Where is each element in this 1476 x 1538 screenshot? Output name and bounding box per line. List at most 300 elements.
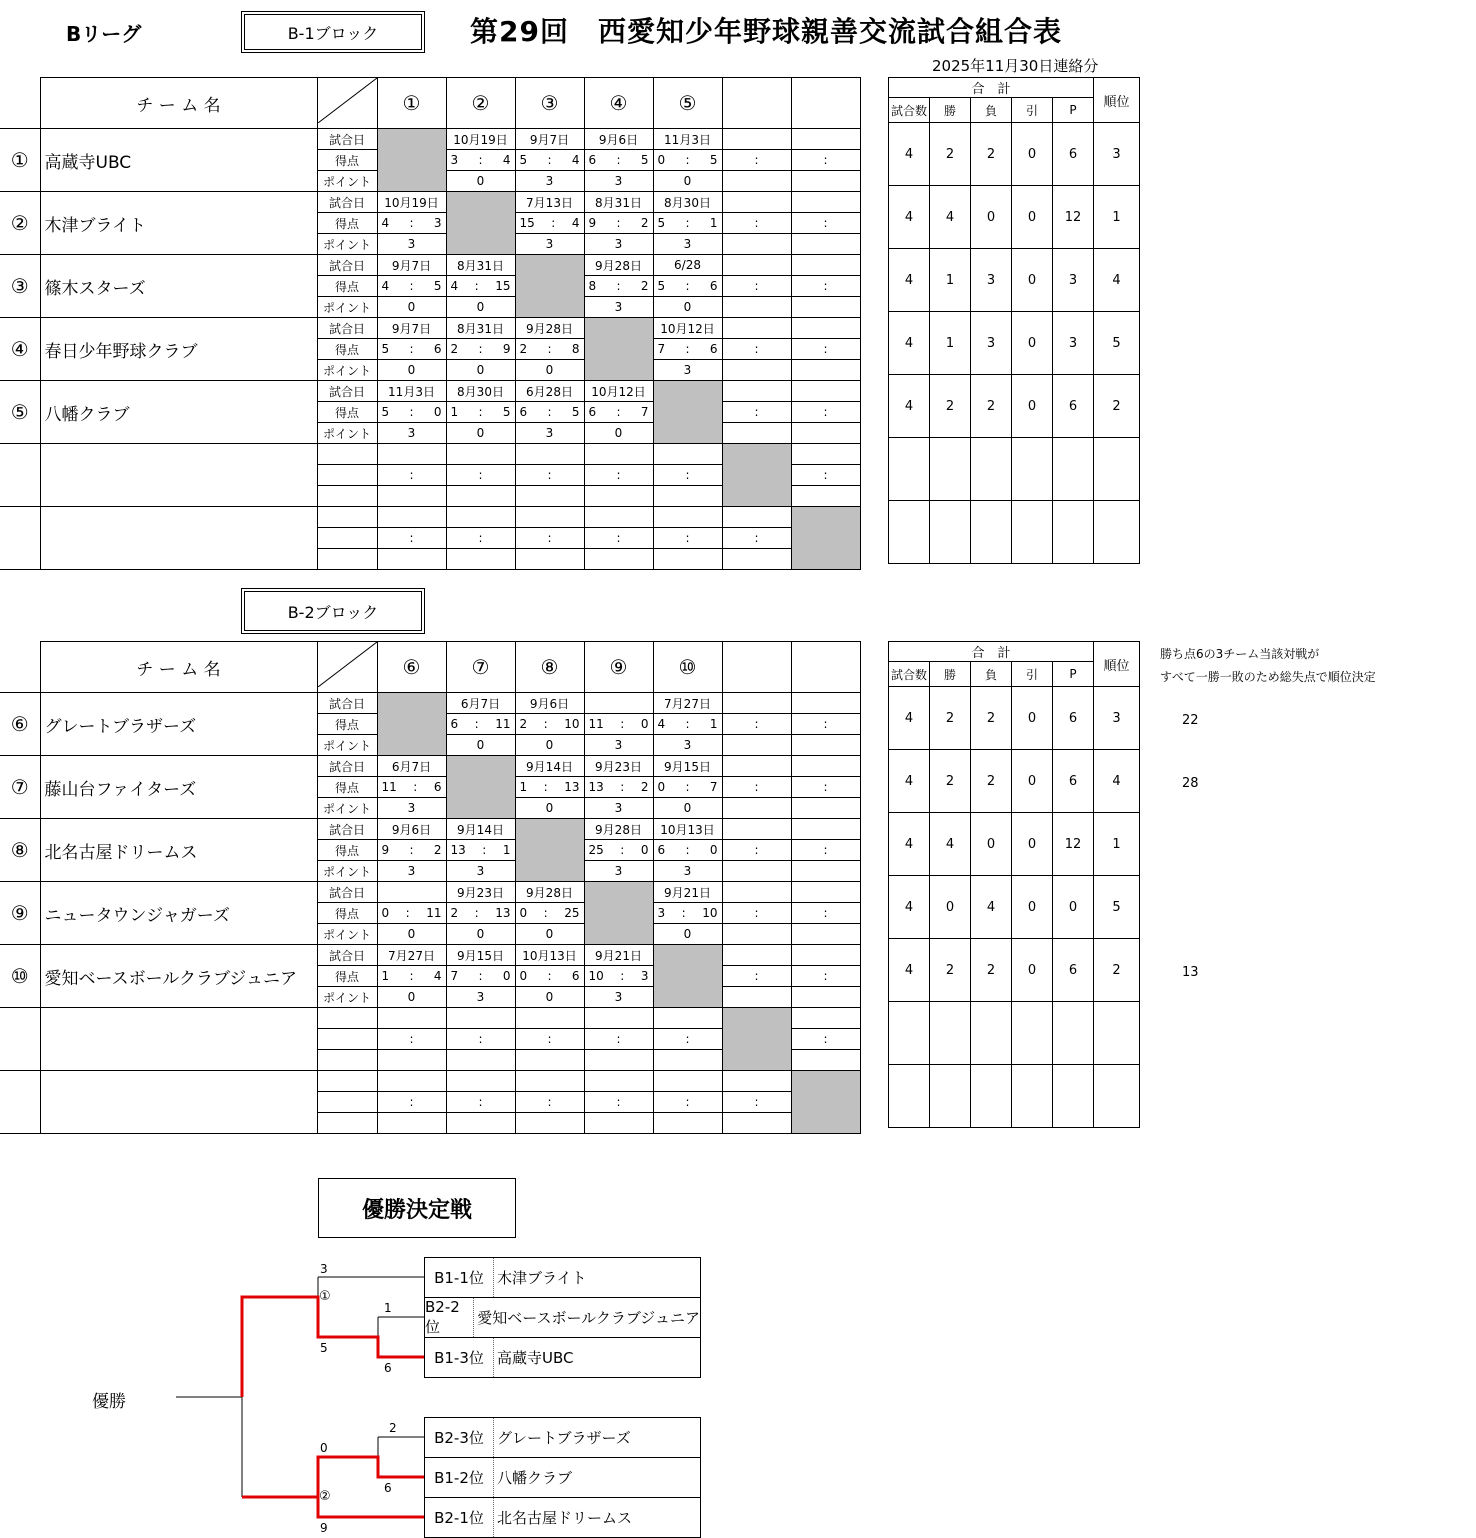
totals-value: 1 <box>930 312 971 375</box>
totals-value: 12 <box>1053 186 1094 249</box>
game-date: 9月21日 <box>653 882 722 903</box>
totals-value: 2 <box>930 750 971 813</box>
totals-value: 6 <box>1053 750 1094 813</box>
game-date: 8月31日 <box>446 255 515 276</box>
row-label: 試合日 <box>317 255 377 276</box>
score-colon: : <box>616 531 621 545</box>
totals-col-games: 試合数 <box>889 98 930 123</box>
score-colon: : <box>478 405 483 419</box>
opponent-col-header: ④ <box>584 78 653 129</box>
score-colon: : <box>616 468 621 482</box>
rank-header: 順位 <box>1094 78 1140 123</box>
score-left: 1 <box>519 780 528 794</box>
score-right: 0 <box>502 969 511 983</box>
score-colon: : <box>409 969 414 983</box>
score-colon: : <box>620 843 625 857</box>
totals-col-draw: 引 <box>1012 662 1053 687</box>
team-name: 篠木スターズ <box>40 255 317 318</box>
score-colon: : <box>409 468 414 482</box>
totals-col-win: 勝 <box>930 662 971 687</box>
score-colon: : <box>754 969 759 983</box>
score-colon: : <box>409 1095 414 1109</box>
bracket-score: 3 <box>320 1262 328 1276</box>
game-point: 3 <box>515 171 584 192</box>
seed-rank: B1-1位 <box>425 1258 494 1297</box>
totals-col-lose: 負 <box>971 662 1012 687</box>
score-left: 11 <box>381 780 397 794</box>
game-date: 8月30日 <box>653 192 722 213</box>
totals-value: 0 <box>1053 876 1094 939</box>
score-colon: : <box>478 531 483 545</box>
totals-value: 4 <box>930 813 971 876</box>
score-colon: : <box>478 1095 483 1109</box>
game-point: 3 <box>446 987 515 1008</box>
totals-value: 2 <box>1094 939 1140 1002</box>
game-date: 9月23日 <box>584 756 653 777</box>
seed-team: 木津ブライト <box>497 1269 587 1287</box>
final-title: 優勝決定戦 <box>318 1178 516 1238</box>
score-colon: : <box>551 216 556 230</box>
team-number: ⑥ <box>0 693 40 756</box>
bracket-score: 6 <box>384 1481 392 1495</box>
score-left: 6 <box>588 405 597 419</box>
totals-value: 4 <box>889 249 930 312</box>
team-header: チ ー ム 名 <box>40 642 317 693</box>
game-point: 0 <box>377 297 446 318</box>
score-colon: : <box>823 153 828 167</box>
score-colon: : <box>685 1095 690 1109</box>
seed-team: 北名古屋ドリームス <box>497 1509 633 1527</box>
opponent-col-header: ⑨ <box>584 642 653 693</box>
score-right: 7 <box>709 780 718 794</box>
row-label: 試合日 <box>317 819 377 840</box>
team-name: 高蔵寺UBC <box>40 129 317 192</box>
game-date: 11月3日 <box>653 129 722 150</box>
game-date: 9月14日 <box>446 819 515 840</box>
score-colon: : <box>685 342 690 356</box>
score-left: 0 <box>381 906 390 920</box>
score-colon: : <box>754 342 759 356</box>
row-label: 得点 <box>317 903 377 924</box>
totals-value: 5 <box>1094 312 1140 375</box>
bracket-score: 2 <box>389 1421 397 1435</box>
totals-header: 合 計 <box>889 642 1094 662</box>
totals-value: 4 <box>889 375 930 438</box>
totals-value: 0 <box>971 186 1012 249</box>
score-colon: : <box>616 216 621 230</box>
game-point: 0 <box>515 360 584 381</box>
totals-value: 4 <box>889 876 930 939</box>
row-label: 得点 <box>317 714 377 735</box>
score-colon: : <box>754 843 759 857</box>
score-colon: : <box>409 843 414 857</box>
game-point: 3 <box>584 171 653 192</box>
team-name: グレートブラザーズ <box>40 693 317 756</box>
seed-rank: B2-3位 <box>425 1418 494 1457</box>
score-colon: : <box>616 1095 621 1109</box>
totals-value: 4 <box>930 186 971 249</box>
score-right: 5 <box>502 405 511 419</box>
score-colon: : <box>409 1032 414 1046</box>
score-colon: : <box>478 468 483 482</box>
score-right: 8 <box>571 342 580 356</box>
team-number: ④ <box>0 318 40 381</box>
score-right: 7 <box>640 405 649 419</box>
score-right: 13 <box>564 780 580 794</box>
game-point: 3 <box>377 798 446 819</box>
score-colon: : <box>754 1095 759 1109</box>
score-left: 6 <box>657 843 666 857</box>
score-colon: : <box>823 216 828 230</box>
game-point: 0 <box>377 987 446 1008</box>
score-right: 0 <box>433 405 442 419</box>
team-number: ⑨ <box>0 882 40 945</box>
game-point: 3 <box>584 987 653 1008</box>
opponent-col-header: ⑤ <box>653 78 722 129</box>
game-date: 9月6日 <box>515 693 584 714</box>
totals-value: 4 <box>889 186 930 249</box>
opponent-col-header: ⑦ <box>446 642 515 693</box>
score-left: 2 <box>519 717 528 731</box>
game-point: 3 <box>377 423 446 444</box>
team-name: 藤山台ファイターズ <box>40 756 317 819</box>
score-right: 1 <box>709 717 718 731</box>
score-colon: : <box>547 153 552 167</box>
totals-value: 2 <box>971 687 1012 750</box>
totals-value: 0 <box>1012 375 1053 438</box>
score-left: 5 <box>381 342 390 356</box>
score-left: 15 <box>519 216 535 230</box>
score-left: 7 <box>657 342 666 356</box>
game-point: 0 <box>446 297 515 318</box>
score-colon: : <box>823 843 828 857</box>
note-line-1: 勝ち点6の3チーム当該対戦が <box>1160 647 1320 661</box>
game-date: 7月27日 <box>377 945 446 966</box>
score-colon: : <box>685 717 690 731</box>
totals-value: 2 <box>930 375 971 438</box>
score-colon: : <box>409 531 414 545</box>
totals-value: 1 <box>1094 813 1140 876</box>
game-point: 3 <box>446 861 515 882</box>
score-left: 5 <box>519 153 528 167</box>
match-2-label: ② <box>319 1489 331 1504</box>
bracket-score: 9 <box>320 1521 328 1535</box>
game-point: 0 <box>653 171 722 192</box>
totals-value: 12 <box>1053 813 1094 876</box>
opponent-col-header: ② <box>446 78 515 129</box>
totals-value: 0 <box>1012 312 1053 375</box>
score-left: 9 <box>588 216 597 230</box>
bracket-score: 0 <box>320 1441 328 1455</box>
score-colon: : <box>823 717 828 731</box>
score-left: 13 <box>588 780 604 794</box>
team-name: 春日少年野球クラブ <box>40 318 317 381</box>
score-colon: : <box>620 780 625 794</box>
score-colon: : <box>754 780 759 794</box>
totals-value: 0 <box>1012 186 1053 249</box>
row-label: 得点 <box>317 840 377 861</box>
game-point: 3 <box>515 234 584 255</box>
score-colon: : <box>685 153 690 167</box>
score-colon: : <box>474 279 479 293</box>
game-date: 9月14日 <box>515 756 584 777</box>
game-point: 0 <box>653 798 722 819</box>
side-value: 22 <box>1182 713 1199 728</box>
row-label: ポイント <box>317 987 377 1008</box>
score-colon: : <box>543 780 548 794</box>
seed-rank: B2-1位 <box>425 1498 494 1537</box>
totals-value: 4 <box>971 876 1012 939</box>
team-number: ⑧ <box>0 819 40 882</box>
game-date: 9月7日 <box>377 255 446 276</box>
game-point: 3 <box>584 798 653 819</box>
game-point: 3 <box>515 423 584 444</box>
score-left: 0 <box>519 969 528 983</box>
totals-value: 3 <box>971 312 1012 375</box>
totals-value: 1 <box>930 249 971 312</box>
page-title: 第29回 西愛知少年野球親善交流試合組合表 <box>470 15 1062 48</box>
totals-value: 1 <box>1094 186 1140 249</box>
team-header: チ ー ム 名 <box>40 78 317 129</box>
row-label: 試合日 <box>317 945 377 966</box>
game-point: 0 <box>446 171 515 192</box>
game-date: 8月31日 <box>584 192 653 213</box>
totals-value: 2 <box>971 123 1012 186</box>
score-right: 6 <box>433 780 442 794</box>
score-left: 8 <box>588 279 597 293</box>
totals-value: 6 <box>1053 375 1094 438</box>
opponent-col-header: ③ <box>515 78 584 129</box>
rank-header: 順位 <box>1094 642 1140 687</box>
score-right: 5 <box>433 279 442 293</box>
game-point: 0 <box>446 360 515 381</box>
score-colon: : <box>620 717 625 731</box>
totals-col-p: P <box>1053 662 1094 687</box>
score-left: 5 <box>657 279 666 293</box>
totals-value: 0 <box>1012 813 1053 876</box>
score-colon: : <box>823 468 828 482</box>
note-line-2: すべて一勝一敗のため総失点で順位決定 <box>1160 670 1376 684</box>
score-left: 1 <box>450 405 459 419</box>
team-number: ③ <box>0 255 40 318</box>
seed-rank: B2-2位 <box>425 1298 474 1337</box>
row-label: ポイント <box>317 234 377 255</box>
score-left: 4 <box>381 216 390 230</box>
score-right: 2 <box>640 216 649 230</box>
score-colon: : <box>543 906 548 920</box>
score-left: 1 <box>381 969 390 983</box>
game-point: 3 <box>653 861 722 882</box>
totals-value: 4 <box>1094 750 1140 813</box>
score-right: 0 <box>640 717 649 731</box>
opponent-col-header: ① <box>377 78 446 129</box>
bracket-score: 1 <box>384 1301 392 1315</box>
totals-col-lose: 負 <box>971 98 1012 123</box>
team-number: ⑤ <box>0 381 40 444</box>
game-point: 0 <box>446 423 515 444</box>
bracket-score: 5 <box>320 1341 328 1355</box>
game-date: 9月6日 <box>377 819 446 840</box>
row-label: 得点 <box>317 966 377 987</box>
game-date: 9月23日 <box>446 882 515 903</box>
totals-value: 4 <box>889 813 930 876</box>
score-right: 6 <box>709 342 718 356</box>
score-right: 0 <box>640 843 649 857</box>
score-left: 5 <box>657 216 666 230</box>
score-colon: : <box>754 279 759 293</box>
score-colon: : <box>754 531 759 545</box>
totals-value: 4 <box>889 687 930 750</box>
score-left: 4 <box>381 279 390 293</box>
row-label: ポイント <box>317 798 377 819</box>
totals-col-games: 試合数 <box>889 662 930 687</box>
game-date: 6月7日 <box>446 693 515 714</box>
score-colon: : <box>685 468 690 482</box>
score-right: 10 <box>702 906 718 920</box>
team-number: ⑩ <box>0 945 40 1008</box>
opponent-col-header: ⑧ <box>515 642 584 693</box>
score-colon: : <box>754 717 759 731</box>
totals-value: 0 <box>971 813 1012 876</box>
row-label: 試合日 <box>317 882 377 903</box>
score-colon: : <box>478 342 483 356</box>
score-colon: : <box>409 342 414 356</box>
seed-rank: B1-2位 <box>425 1458 494 1497</box>
score-colon: : <box>547 342 552 356</box>
row-label: 得点 <box>317 213 377 234</box>
score-right: 2 <box>433 843 442 857</box>
seed-rank: B1-3位 <box>425 1338 494 1377</box>
score-right: 3 <box>640 969 649 983</box>
score-right: 11 <box>495 717 511 731</box>
score-colon: : <box>685 279 690 293</box>
opponent-col-header: ⑩ <box>653 642 722 693</box>
totals-value: 0 <box>1012 687 1053 750</box>
score-colon: : <box>478 1032 483 1046</box>
row-label: 得点 <box>317 150 377 171</box>
game-date: 10月13日 <box>515 945 584 966</box>
row-label: 得点 <box>317 777 377 798</box>
score-colon: : <box>754 216 759 230</box>
game-date: 8月31日 <box>446 318 515 339</box>
game-point: 0 <box>653 924 722 945</box>
score-colon: : <box>409 279 414 293</box>
score-colon: : <box>823 342 828 356</box>
score-right: 6 <box>709 279 718 293</box>
score-colon: : <box>547 969 552 983</box>
row-label: 得点 <box>317 276 377 297</box>
totals-value: 0 <box>1012 939 1053 1002</box>
score-left: 13 <box>450 843 466 857</box>
score-colon: : <box>754 153 759 167</box>
score-colon: : <box>823 1032 828 1046</box>
score-colon: : <box>823 780 828 794</box>
game-date: 9月7日 <box>377 318 446 339</box>
totals-value: 2 <box>930 687 971 750</box>
totals-value: 4 <box>889 312 930 375</box>
team-name: 北名古屋ドリームス <box>40 819 317 882</box>
score-right: 2 <box>640 780 649 794</box>
row-label: ポイント <box>317 360 377 381</box>
score-colon: : <box>409 405 414 419</box>
score-left: 6 <box>450 717 459 731</box>
score-right: 5 <box>640 153 649 167</box>
score-right: 3 <box>433 216 442 230</box>
game-point: 3 <box>377 234 446 255</box>
score-colon: : <box>409 216 414 230</box>
row-label: 試合日 <box>317 129 377 150</box>
seed-team: 愛知ベースボールクラブジュニア <box>477 1309 700 1327</box>
seed-team: 八幡クラブ <box>497 1469 573 1487</box>
score-colon: : <box>478 153 483 167</box>
score-colon: : <box>616 405 621 419</box>
game-date: 6/28 <box>653 255 722 276</box>
team-number: ⑦ <box>0 756 40 819</box>
score-right: 4 <box>502 153 511 167</box>
totals-value: 0 <box>930 876 971 939</box>
game-date: 7月27日 <box>653 693 722 714</box>
score-colon: : <box>685 1032 690 1046</box>
score-left: 25 <box>588 843 604 857</box>
totals-value: 2 <box>971 375 1012 438</box>
score-left: 0 <box>657 153 666 167</box>
bracket-score: 6 <box>384 1361 392 1375</box>
score-colon: : <box>413 780 418 794</box>
score-colon: : <box>823 279 828 293</box>
game-date: 10月13日 <box>653 819 722 840</box>
totals-col-win: 勝 <box>930 98 971 123</box>
game-point: 0 <box>515 735 584 756</box>
seed-team: 高蔵寺UBC <box>497 1349 574 1367</box>
game-point: 0 <box>584 423 653 444</box>
game-date: 9月15日 <box>653 756 722 777</box>
score-left: 9 <box>381 843 390 857</box>
game-date: 9月15日 <box>446 945 515 966</box>
game-date: 9月28日 <box>515 318 584 339</box>
row-label: 試合日 <box>317 318 377 339</box>
score-right: 15 <box>495 279 511 293</box>
game-date: 10月19日 <box>377 192 446 213</box>
game-date: 10月12日 <box>653 318 722 339</box>
champion-label: 優勝 <box>92 1392 126 1412</box>
match-1-label: ① <box>319 1289 331 1304</box>
game-date: 9月21日 <box>584 945 653 966</box>
totals-value: 2 <box>1094 375 1140 438</box>
totals-header: 合 計 <box>889 78 1094 98</box>
score-right: 6 <box>433 342 442 356</box>
score-left: 4 <box>657 717 666 731</box>
score-colon: : <box>754 906 759 920</box>
totals-col-p: P <box>1053 98 1094 123</box>
row-label: ポイント <box>317 861 377 882</box>
row-label: ポイント <box>317 423 377 444</box>
totals-value: 6 <box>1053 687 1094 750</box>
game-date: 8月30日 <box>446 381 515 402</box>
score-left: 5 <box>381 405 390 419</box>
totals-value: 2 <box>971 939 1012 1002</box>
game-date: 7月13日 <box>515 192 584 213</box>
updated-date: 2025年11月30日連絡分 <box>932 57 1099 75</box>
score-right: 4 <box>433 969 442 983</box>
totals-value: 3 <box>971 249 1012 312</box>
team-number: ① <box>0 129 40 192</box>
game-point: 0 <box>446 735 515 756</box>
totals-value: 6 <box>1053 939 1094 1002</box>
score-right: 1 <box>502 843 511 857</box>
totals-value: 2 <box>930 939 971 1002</box>
score-colon: : <box>547 405 552 419</box>
totals-value: 4 <box>889 123 930 186</box>
